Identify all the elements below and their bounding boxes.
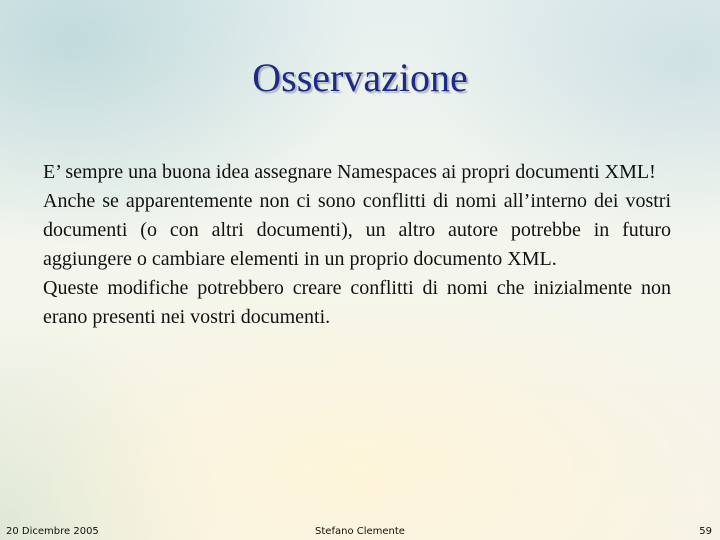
footer-date: 20 Dicembre 2005 bbox=[6, 526, 99, 537]
paragraph: Queste modifiche potrebbero creare conflitti di nomi che inizialmente non erano presenti nei vostri documenti. bbox=[43, 277, 671, 328]
footer-page-number: 59 bbox=[699, 526, 712, 537]
paragraph: E’ sempre una buona idea assegnare Namespaces ai propri documenti XML! bbox=[43, 161, 656, 183]
slide-title: Osservazione bbox=[252, 55, 468, 100]
slide-body bbox=[43, 158, 671, 332]
footer-author: Stefano Clemente bbox=[315, 526, 405, 537]
paragraph: Anche se apparentemente non ci sono conflitti di nomi all’interno dei vostri documenti (o con altri documenti), un altro autore potrebbe in futuro aggiungere o cambiare elementi in un proprio documento XML. bbox=[43, 190, 671, 270]
